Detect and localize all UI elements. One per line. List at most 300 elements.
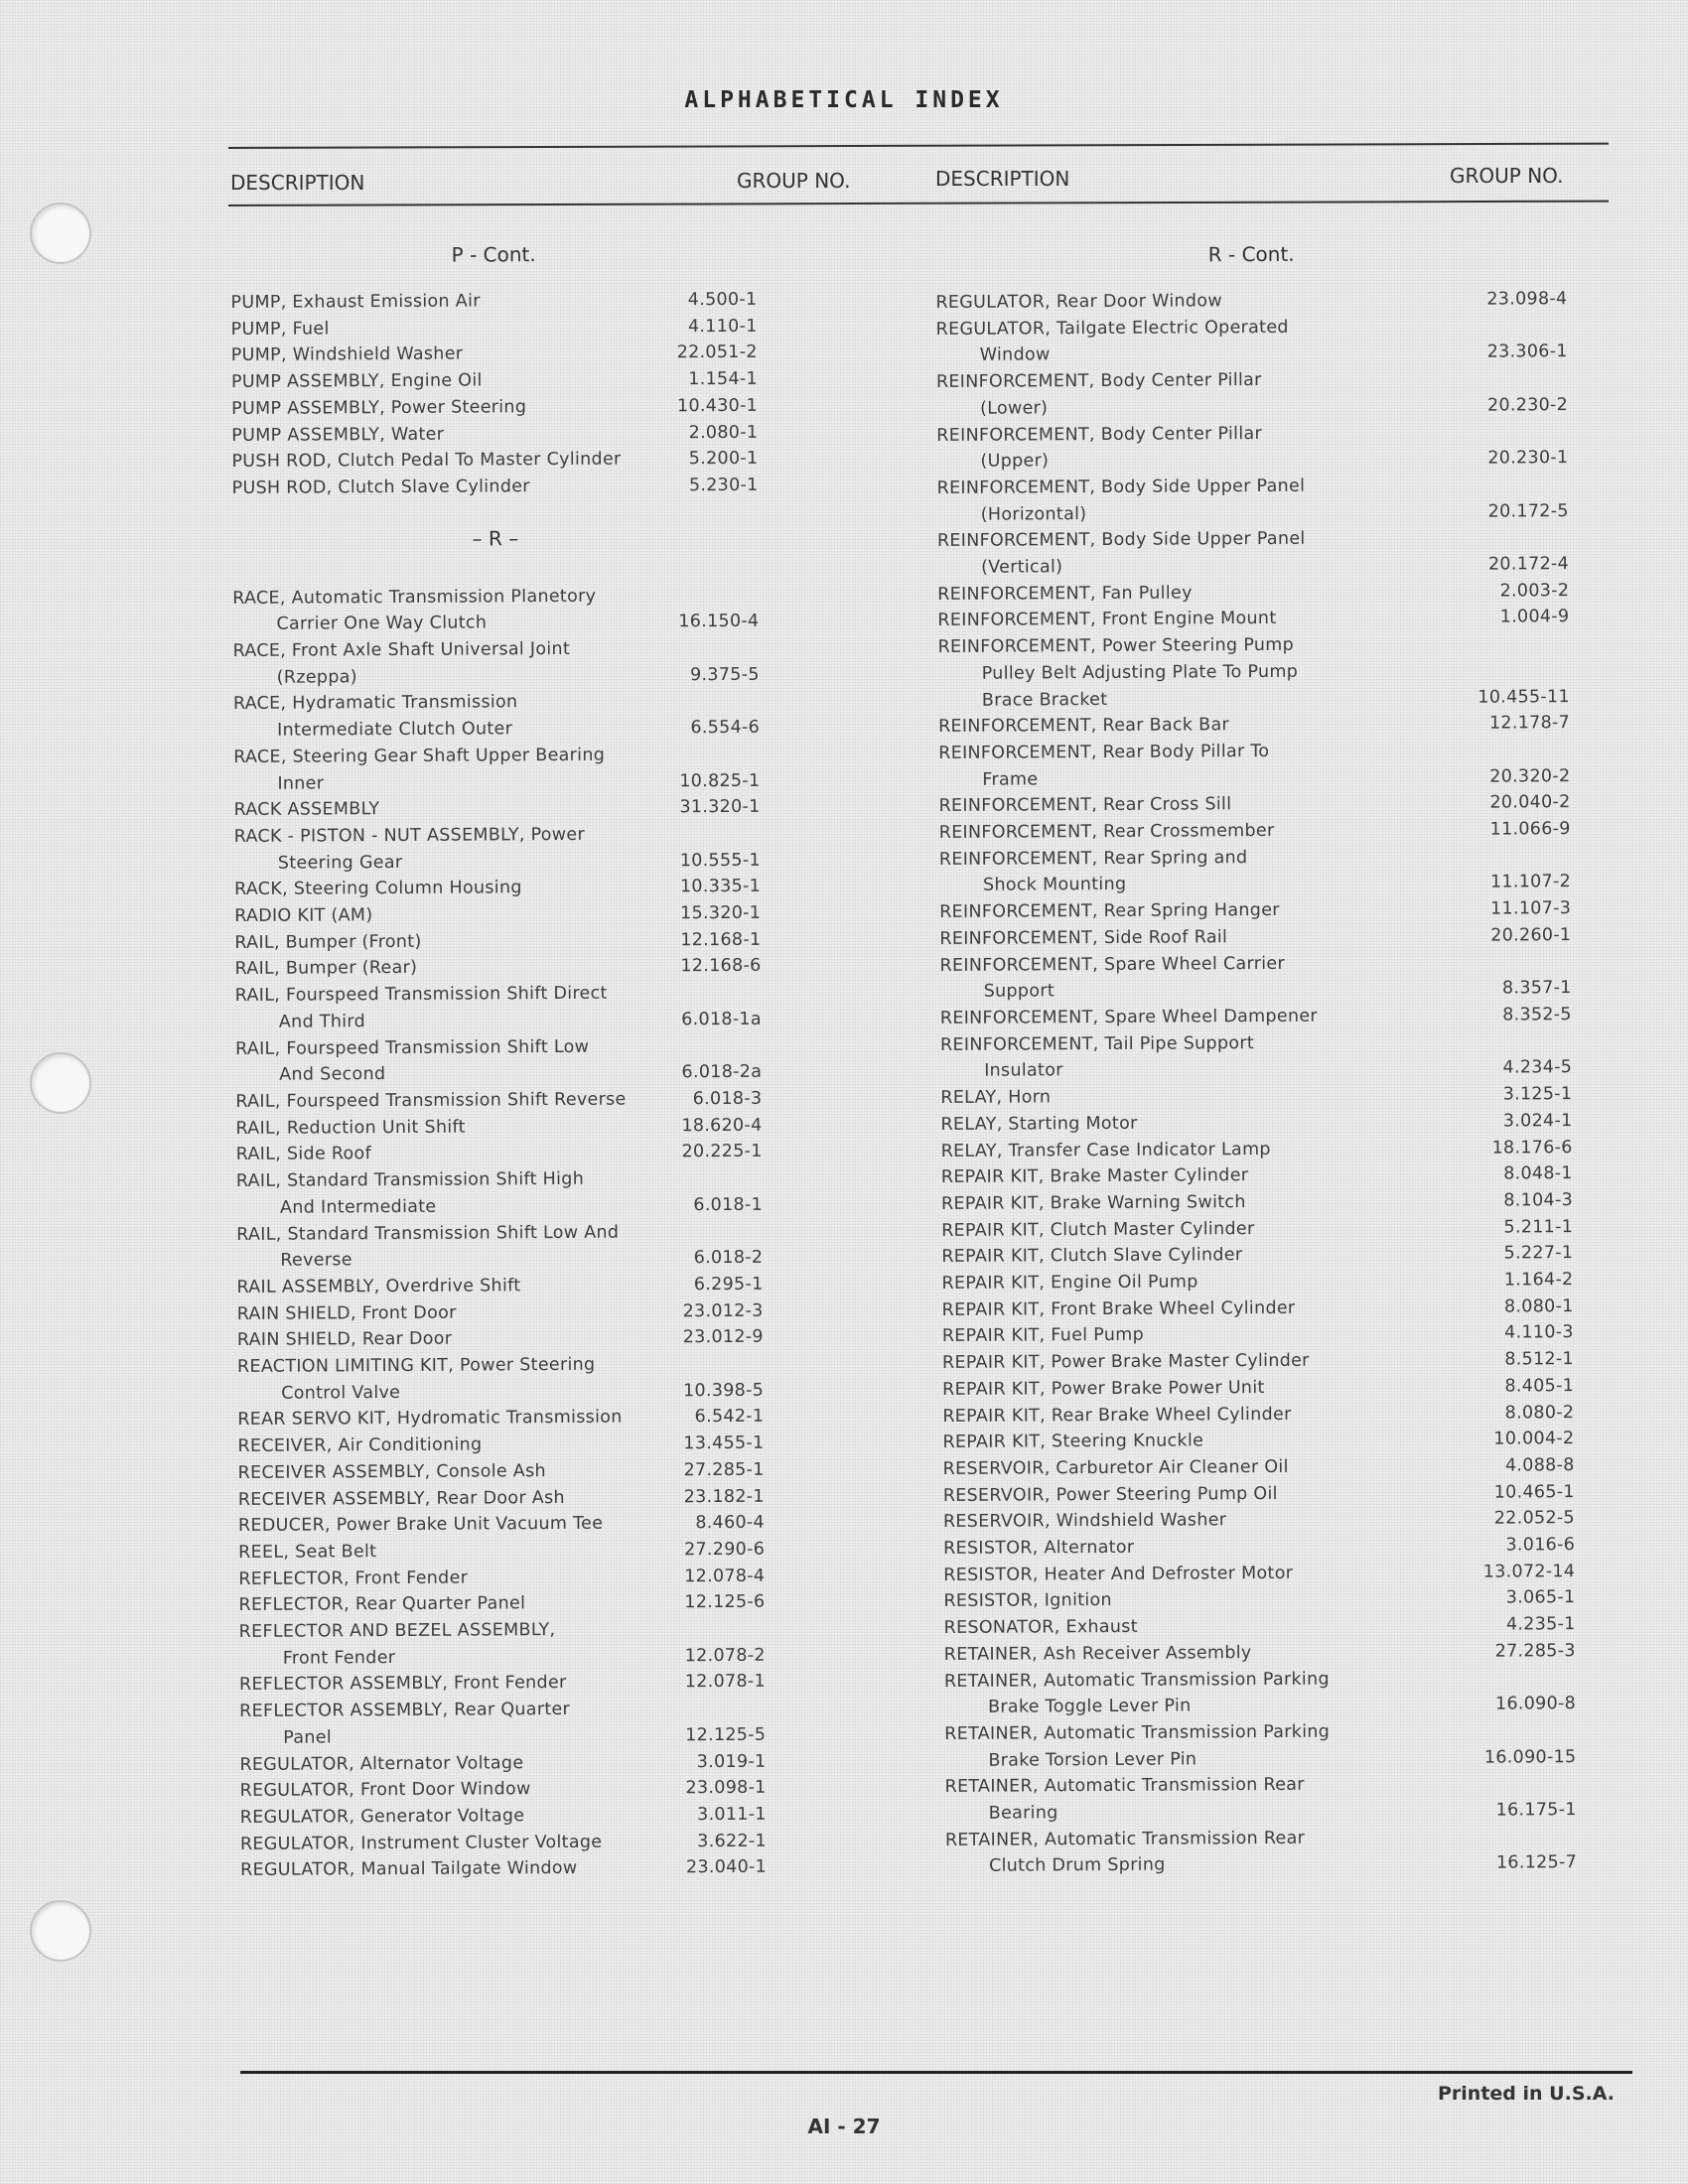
- index-entry: [939, 816, 1571, 847]
- index-entry-continuation: [233, 767, 760, 797]
- entry-group-number: 4.234-5: [1502, 1057, 1573, 1078]
- entry-description: RAIL, Standard Transmission Shift Low And: [236, 1222, 620, 1245]
- page-title: ALPHABETICAL INDEX: [684, 87, 1004, 113]
- entry-description: RESERVOIR, Windshield Washer: [942, 1510, 1227, 1533]
- index-entry: [938, 789, 1570, 820]
- entry-group-number: 4.110-1: [687, 316, 758, 337]
- index-entry-continuation: [232, 609, 759, 638]
- index-entry: [940, 1028, 1572, 1059]
- entry-group-number: 22.052-5: [1493, 1508, 1575, 1529]
- index-entry: [234, 874, 761, 903]
- entry-group-number: 23.098-1: [685, 1777, 767, 1799]
- header-top-rule: [228, 143, 1609, 149]
- entry-description: PUMP ASSEMBLY, Power Steering: [231, 396, 527, 419]
- entry-group-number: 6.554-6: [690, 717, 761, 739]
- entry-group-number: 9.375-5: [690, 664, 760, 685]
- page-number: AI - 27: [807, 2115, 881, 2138]
- entry-description: Brake Toggle Lever Pin: [988, 1696, 1192, 1717]
- index-entry: [943, 1532, 1575, 1563]
- index-entry: [938, 737, 1570, 767]
- entry-description: Panel: [283, 1727, 333, 1748]
- index-entry-continuation: [945, 1797, 1577, 1828]
- index-entry: [937, 472, 1569, 502]
- entry-description: REGULATOR, Generator Voltage: [239, 1806, 525, 1828]
- entry-group-number: 12.125-6: [684, 1592, 766, 1613]
- index-entry: [240, 1802, 767, 1832]
- entry-description: REINFORCEMENT, Side Roof Rail: [939, 927, 1228, 949]
- entry-description: And Third: [278, 1012, 366, 1032]
- entry-group-number: 15.320-1: [680, 902, 762, 924]
- entry-description: Window: [979, 344, 1051, 366]
- index-entry: [937, 578, 1569, 609]
- entry-description: RESERVOIR, Carburetor Air Cleaner Oil: [942, 1456, 1289, 1479]
- index-entry: [231, 393, 758, 423]
- entry-description: REINFORCEMENT, Rear Body Pillar To: [938, 741, 1270, 763]
- entry-description: REINFORCEMENT, Tail Pipe Support: [939, 1032, 1255, 1055]
- entry-description: RAIL, Standard Transmission Shift High: [235, 1168, 585, 1192]
- entry-group-number: 3.019-1: [696, 1751, 767, 1772]
- entry-group-number: 12.078-2: [684, 1645, 766, 1666]
- entry-description: REPAIR KIT, Rear Brake Wheel Cylinder: [942, 1404, 1292, 1427]
- index-entry-continuation: [945, 1850, 1577, 1881]
- entry-group-number: 4.110-3: [1504, 1322, 1574, 1343]
- entry-group-number: 10.555-1: [679, 850, 761, 871]
- index-entry-continuation: [236, 1245, 763, 1275]
- entry-description: And Second: [279, 1064, 386, 1085]
- index-entry: [234, 927, 761, 957]
- entry-description: REFLECTOR, Front Fender: [238, 1568, 469, 1589]
- index-entry-continuation: [940, 1054, 1572, 1085]
- entry-description: RETAINER, Automatic Transmission Parking: [944, 1721, 1331, 1744]
- entry-description: RAIL, Fourspeed Transmission Shift Direct: [234, 983, 608, 1007]
- index-entry-continuation: [239, 1642, 766, 1672]
- entry-description: REGULATOR, Front Door Window: [239, 1779, 531, 1802]
- footer-rule: [240, 2071, 1632, 2074]
- entry-description: RACE, Steering Gear Shaft Upper Bearing: [233, 745, 606, 767]
- index-entry: [237, 1431, 764, 1460]
- entry-group-number: 12.078-1: [684, 1672, 767, 1693]
- entry-description: REGULATOR, Manual Tailgate Window: [240, 1858, 578, 1881]
- entry-group-number: 13.072-14: [1482, 1561, 1576, 1582]
- entry-group-number: 3.016-6: [1505, 1535, 1576, 1556]
- entry-group-number: 12.178-7: [1488, 713, 1571, 734]
- entry-group-number: 10.430-1: [676, 395, 759, 417]
- entry-group-number: 16.125-7: [1495, 1852, 1578, 1874]
- entry-group-number: 12.168-1: [680, 929, 762, 951]
- index-entry: [942, 1346, 1574, 1377]
- entry-description: (Vertical): [981, 557, 1063, 578]
- entry-description: RESISTOR, Alternator: [943, 1537, 1135, 1560]
- entry-group-number: 6.295-1: [693, 1274, 764, 1296]
- index-entry: [238, 1589, 765, 1619]
- index-column-left: [230, 227, 767, 1884]
- header-right-group-no: GROUP NO.: [1450, 164, 1564, 188]
- index-entry: [943, 1479, 1575, 1510]
- entry-group-number: 31.320-1: [679, 797, 761, 818]
- entry-description: REGULATOR, Rear Door Window: [935, 291, 1222, 313]
- index-entry-continuation: [936, 340, 1568, 370]
- entry-group-number: 10.455-11: [1477, 686, 1570, 708]
- entry-description: RECEIVER ASSEMBLY, Console Ash: [237, 1460, 546, 1483]
- index-entry: [235, 1086, 762, 1116]
- index-entry-continuation: [233, 715, 760, 745]
- entry-group-number: 23.012-3: [682, 1300, 764, 1321]
- entry-description: Support: [983, 981, 1055, 1002]
- entry-description: RAIL ASSEMBLY, Overdrive Shift: [236, 1276, 521, 1297]
- entry-description: Pulley Belt Adjusting Plate To Pump: [981, 661, 1299, 684]
- entry-list: [230, 287, 758, 502]
- entry-group-number: 6.018-1a: [681, 1009, 762, 1030]
- entry-description: And Intermediate: [279, 1196, 437, 1218]
- entry-description: REINFORCEMENT, Rear Crossmember: [938, 820, 1275, 844]
- entry-group-number: 8.104-3: [1503, 1190, 1574, 1211]
- index-entry-continuation: [937, 551, 1569, 582]
- index-entry: [938, 710, 1570, 741]
- entry-description: Control Valve: [281, 1382, 401, 1404]
- entry-group-number: 20.225-1: [681, 1142, 763, 1162]
- index-entry: [236, 1218, 763, 1248]
- entry-description: REINFORCEMENT, Spare Wheel Carrier: [939, 953, 1286, 976]
- index-entry: [232, 582, 759, 612]
- index-entry: [239, 1669, 766, 1699]
- entry-description: RAIL, Reduction Unit Shift: [235, 1117, 466, 1139]
- entry-description: PUMP ASSEMBLY, Engine Oil: [230, 370, 483, 393]
- index-entry: [231, 340, 758, 369]
- index-entry: [236, 1272, 763, 1301]
- index-entry: [234, 953, 761, 983]
- entry-list: [232, 582, 767, 1884]
- entry-group-number: 3.065-1: [1505, 1587, 1576, 1608]
- entry-description: REPAIR KIT, Engine Oil Pump: [941, 1272, 1198, 1294]
- entry-description: RADIO KIT (AM): [234, 905, 373, 927]
- index-entry: [231, 366, 758, 396]
- index-entry-continuation: [239, 1722, 766, 1752]
- entry-group-number: 5.227-1: [1503, 1243, 1574, 1264]
- index-entry: [234, 900, 761, 930]
- index-entry: [230, 287, 757, 317]
- index-entry: [942, 1400, 1574, 1431]
- entry-description: RETAINER, Automatic Transmission Rear: [944, 1828, 1306, 1850]
- entry-description: REINFORCEMENT, Body Center Pillar: [935, 370, 1262, 393]
- entry-group-number: 3.024-1: [1502, 1110, 1573, 1132]
- entry-group-number: 6.018-2: [693, 1247, 764, 1269]
- index-entry: [235, 1032, 762, 1062]
- entry-description: RELAY, Horn: [940, 1087, 1052, 1109]
- binder-hole-middle: [30, 1052, 91, 1114]
- index-entry-continuation: [938, 657, 1570, 688]
- entry-group-number: 4.235-1: [1505, 1614, 1576, 1635]
- entry-group-number: 10.825-1: [679, 770, 761, 791]
- index-entry: [945, 1770, 1577, 1801]
- entry-group-number: 8.405-1: [1504, 1375, 1575, 1397]
- index-entry: [231, 313, 758, 342]
- index-entry: [234, 821, 761, 851]
- index-entry-continuation: [936, 445, 1568, 476]
- entry-description: Brake Torsion Lever Pin: [988, 1749, 1197, 1771]
- entry-description: RACE, Hydramatic Transmission: [232, 692, 518, 715]
- index-entry-continuation: [236, 1192, 763, 1222]
- entry-group-number: 5.211-1: [1503, 1216, 1574, 1238]
- index-entry: [239, 1616, 766, 1646]
- entry-description: RACK - PISTON - NUT ASSEMBLY, Power: [233, 824, 586, 847]
- index-entry: [939, 922, 1571, 953]
- entry-description: RAIL, Fourspeed Transmission Shift Reverse: [235, 1089, 627, 1112]
- entry-group-number: 11.107-2: [1489, 872, 1572, 893]
- index-entry: [236, 1139, 763, 1168]
- entry-group-number: 2.080-1: [688, 422, 759, 443]
- entry-description: Frame: [982, 769, 1039, 790]
- entry-description: Carrier One Way Clutch: [276, 613, 488, 635]
- index-entry: [239, 1748, 766, 1778]
- index-entry: [936, 313, 1568, 343]
- entry-group-number: 22.051-2: [676, 342, 758, 363]
- entry-group-number: 1.004-9: [1499, 607, 1570, 627]
- entry-description: RAIL, Side Roof: [235, 1144, 372, 1165]
- index-entry: [238, 1457, 765, 1487]
- entry-description: Insulator: [984, 1060, 1063, 1082]
- entry-group-number: 20.230-2: [1486, 394, 1569, 416]
- entry-description: REPAIR KIT, Brake Master Cylinder: [940, 1165, 1249, 1188]
- binder-hole-bottom: [30, 1900, 91, 1962]
- entry-description: Brace Bracket: [981, 689, 1108, 711]
- entry-description: Shock Mounting: [982, 875, 1127, 896]
- entry-description: REINFORCEMENT, Fan Pulley: [937, 583, 1193, 605]
- entry-description: REINFORCEMENT, Power Steering Pump: [937, 634, 1295, 658]
- index-entry: [941, 1160, 1573, 1191]
- entry-group-number: 27.290-6: [683, 1539, 766, 1561]
- entry-description: RESERVOIR, Power Steering Pump Oil: [942, 1483, 1278, 1506]
- entry-group-number: 6.018-3: [692, 1088, 763, 1110]
- index-entry: [235, 980, 762, 1010]
- index-entry: [232, 473, 759, 502]
- index-entry: [233, 794, 760, 824]
- entry-description: REPAIR KIT, Front Brake Wheel Cylinder: [941, 1297, 1296, 1320]
- section-heading: P - Cont.: [451, 242, 536, 267]
- entry-description: PUSH ROD, Clutch Pedal To Master Cylinder: [231, 449, 622, 473]
- entry-description: RETAINER, Ash Receiver Assembly: [943, 1642, 1252, 1665]
- index-entry-continuation: [234, 847, 761, 877]
- entry-group-number: 5.230-1: [688, 475, 759, 496]
- entry-group-number: 8.512-1: [1504, 1349, 1575, 1370]
- index-entry: [238, 1563, 765, 1592]
- entry-group-number: 10.398-5: [682, 1380, 765, 1401]
- index-entry: [943, 1559, 1575, 1589]
- entry-group-number: 18.620-4: [681, 1115, 763, 1136]
- entry-group-number: 20.040-2: [1489, 792, 1571, 813]
- entry-group-number: 10.465-1: [1493, 1481, 1575, 1503]
- entry-group-number: 1.164-2: [1503, 1270, 1574, 1291]
- entry-description: RAIL, Fourspeed Transmission Shift Low: [234, 1036, 590, 1059]
- entry-description: RECEIVER, Air Conditioning: [237, 1434, 483, 1457]
- entry-description: REPAIR KIT, Steering Knuckle: [942, 1431, 1204, 1453]
- binder-hole-top: [30, 203, 91, 264]
- entry-description: (Horizontal): [980, 503, 1087, 525]
- entry-description: REINFORCEMENT, Rear Spring Hanger: [939, 900, 1280, 923]
- entry-group-number: 27.285-1: [683, 1459, 765, 1481]
- entry-group-number: 20.230-1: [1487, 448, 1569, 469]
- entry-description: REEL, Seat Belt: [238, 1542, 377, 1563]
- entry-group-number: 12.168-6: [680, 956, 762, 977]
- entry-description: REPAIR KIT, Clutch Master Cylinder: [941, 1218, 1255, 1241]
- entry-description: REINFORCEMENT, Front Engine Mount: [937, 609, 1277, 631]
- entry-description: REPAIR KIT, Power Brake Master Cylinder: [941, 1350, 1310, 1374]
- index-entry: [237, 1404, 764, 1433]
- entry-group-number: 23.306-1: [1486, 341, 1568, 363]
- entry-list: [935, 286, 1577, 1880]
- entry-description: RACK, Steering Column Housing: [233, 878, 522, 900]
- entry-group-number: 3.622-1: [697, 1831, 767, 1851]
- index-entry: [939, 949, 1571, 980]
- entry-description: RACE, Front Axle Shaft Universal Joint: [232, 638, 571, 662]
- index-entry: [944, 1638, 1576, 1669]
- index-entry: [939, 843, 1571, 874]
- entry-description: Intermediate Clutch Outer: [277, 719, 513, 741]
- entry-description: RESISTOR, Ignition: [943, 1590, 1112, 1612]
- entry-group-number: 16.150-4: [678, 612, 760, 632]
- entry-description: REGULATOR, Tailgate Electric Operated: [935, 317, 1289, 340]
- entry-group-number: 5.200-1: [688, 448, 759, 470]
- entry-group-number: 2.003-2: [1499, 580, 1570, 602]
- index-entry-continuation: [237, 1377, 764, 1407]
- entry-group-number: 12.125-5: [685, 1724, 767, 1746]
- index-entry: [937, 524, 1569, 555]
- entry-description: REFLECTOR ASSEMBLY, Rear Quarter: [239, 1700, 571, 1722]
- entry-description: PUSH ROD, Clutch Slave Cylinder: [231, 477, 530, 498]
- entry-description: (Upper): [980, 451, 1050, 472]
- index-entry: [937, 605, 1569, 635]
- index-entry: [941, 1214, 1573, 1245]
- entry-description: RAIL, Bumper (Front): [234, 931, 422, 953]
- index-entry-continuation: [235, 1007, 762, 1036]
- entry-group-number: 12.078-4: [684, 1566, 766, 1586]
- entry-description: PUMP, Fuel: [230, 319, 330, 340]
- index-entry: [238, 1510, 765, 1540]
- index-entry: [936, 365, 1568, 396]
- entry-group-number: 3.125-1: [1502, 1084, 1573, 1105]
- entry-group-number: 4.500-1: [687, 289, 758, 311]
- index-entry-continuation: [944, 1691, 1576, 1721]
- entry-description: REACTION LIMITING KIT, Power Steering: [236, 1354, 596, 1377]
- entry-group-number: 20.172-5: [1487, 500, 1569, 522]
- entry-group-number: 13.455-1: [683, 1433, 765, 1454]
- index-entry: [940, 1002, 1572, 1032]
- index-entry: [943, 1585, 1575, 1616]
- entry-group-number: 1.154-1: [688, 368, 758, 390]
- entry-description: RAIN SHIELD, Rear Door: [236, 1328, 453, 1351]
- index-entry-continuation: [938, 684, 1570, 715]
- entry-group-number: 23.012-9: [682, 1327, 764, 1348]
- index-entry-continuation: [940, 975, 1572, 1006]
- index-entry: [941, 1135, 1573, 1165]
- index-entry: [944, 1611, 1576, 1642]
- entry-group-number: 16.175-1: [1495, 1800, 1577, 1821]
- entry-group-number: 11.107-3: [1490, 898, 1572, 919]
- entry-description: Bearing: [988, 1803, 1058, 1824]
- index-entry-continuation: [938, 763, 1570, 794]
- entry-description: Steering Gear: [277, 852, 403, 874]
- index-entry: [231, 446, 758, 476]
- index-entry: [238, 1483, 765, 1513]
- entry-group-number: 23.098-4: [1486, 289, 1568, 310]
- entry-group-number: 6.018-2a: [681, 1062, 763, 1083]
- entry-description: RACE, Automatic Transmission Planetory: [232, 586, 597, 609]
- index-entry: [240, 1828, 767, 1857]
- index-entry-continuation: [944, 1744, 1576, 1775]
- entry-group-number: 8.357-1: [1501, 978, 1572, 999]
- entry-description: REFLECTOR ASSEMBLY, Front Fender: [238, 1673, 567, 1696]
- entry-group-number: 18.176-6: [1491, 1137, 1573, 1159]
- printed-in-usa: Printed in U.S.A.: [1438, 2083, 1615, 2105]
- entry-description: REAR SERVO KIT, Hydromatic Transmission: [237, 1408, 623, 1431]
- entry-description: RELAY, Transfer Case Indicator Lamp: [940, 1139, 1271, 1161]
- entry-description: REINFORCEMENT, Spare Wheel Dampener: [939, 1006, 1318, 1028]
- entry-description: Inner: [277, 772, 325, 794]
- entry-description: RETAINER, Automatic Transmission Rear: [944, 1775, 1305, 1798]
- entry-description: REINFORCEMENT, Body Center Pillar: [936, 423, 1263, 446]
- entry-group-number: 16.090-15: [1483, 1746, 1577, 1768]
- index-entry: [943, 1452, 1575, 1483]
- index-entry: [236, 1165, 763, 1195]
- entry-group-number: 8.048-1: [1503, 1163, 1573, 1184]
- index-entry: [937, 630, 1569, 661]
- entry-group-number: 6.018-1: [693, 1194, 764, 1215]
- entry-description: REPAIR KIT, Brake Warning Switch: [940, 1192, 1246, 1214]
- index-entry: [945, 1824, 1577, 1854]
- entry-description: PUMP, Exhaust Emission Air: [230, 291, 481, 313]
- entry-description: Clutch Drum Spring: [989, 1855, 1166, 1877]
- entry-description: RECEIVER ASSEMBLY, Rear Door Ash: [237, 1487, 565, 1510]
- entry-group-number: 10.335-1: [679, 877, 762, 897]
- index-entry: [941, 1187, 1573, 1218]
- index-entry-continuation: [936, 392, 1568, 423]
- index-entry: [936, 419, 1568, 450]
- entry-group-number: 11.066-9: [1489, 819, 1571, 840]
- entry-group-number: 3.011-1: [697, 1804, 767, 1826]
- entry-group-number: 4.088-8: [1504, 1455, 1575, 1476]
- index-entry: [944, 1665, 1576, 1696]
- header-bottom-rule: [228, 201, 1609, 206]
- entry-description: REDUCER, Power Brake Unit Vacuum Tee: [237, 1513, 604, 1537]
- index-entry: [231, 419, 758, 449]
- entry-description: REPAIR KIT, Fuel Pump: [941, 1325, 1145, 1347]
- entry-group-number: 20.172-4: [1487, 554, 1570, 575]
- entry-description: PUMP ASSEMBLY, Water: [231, 424, 445, 446]
- entry-group-number: 8.080-2: [1504, 1402, 1575, 1424]
- header-left-group-no: GROUP NO.: [737, 169, 851, 193]
- section-heading: – R –: [472, 525, 519, 551]
- entry-group-number: 8.352-5: [1502, 1005, 1572, 1025]
- entry-group-number: 20.260-1: [1490, 924, 1572, 946]
- entry-description: REPAIR KIT, Power Brake Power Unit: [942, 1377, 1265, 1400]
- index-entry: [941, 1240, 1573, 1271]
- index-entry: [942, 1426, 1574, 1456]
- index-entry-continuation: [937, 498, 1569, 529]
- entry-group-number: 8.080-1: [1503, 1296, 1574, 1317]
- index-entry: [940, 1108, 1572, 1139]
- entry-description: RELAY, Starting Motor: [940, 1113, 1138, 1135]
- entry-description: RAIN SHIELD, Front Door: [236, 1302, 457, 1324]
- entry-description: RACK ASSEMBLY: [233, 799, 380, 821]
- entry-description: REPAIR KIT, Clutch Slave Cylinder: [941, 1245, 1243, 1268]
- entry-description: (Lower): [980, 398, 1049, 419]
- entry-group-number: 10.004-2: [1493, 1429, 1575, 1449]
- entry-group-number: 27.285-3: [1494, 1640, 1576, 1662]
- entry-description: Reverse: [280, 1250, 352, 1271]
- entry-description: REINFORCEMENT, Body Side Upper Panel: [936, 476, 1306, 498]
- index-entry: [233, 742, 760, 771]
- entry-description: REINFORCEMENT, Rear Cross Sill: [938, 794, 1232, 817]
- index-entry: [239, 1696, 766, 1725]
